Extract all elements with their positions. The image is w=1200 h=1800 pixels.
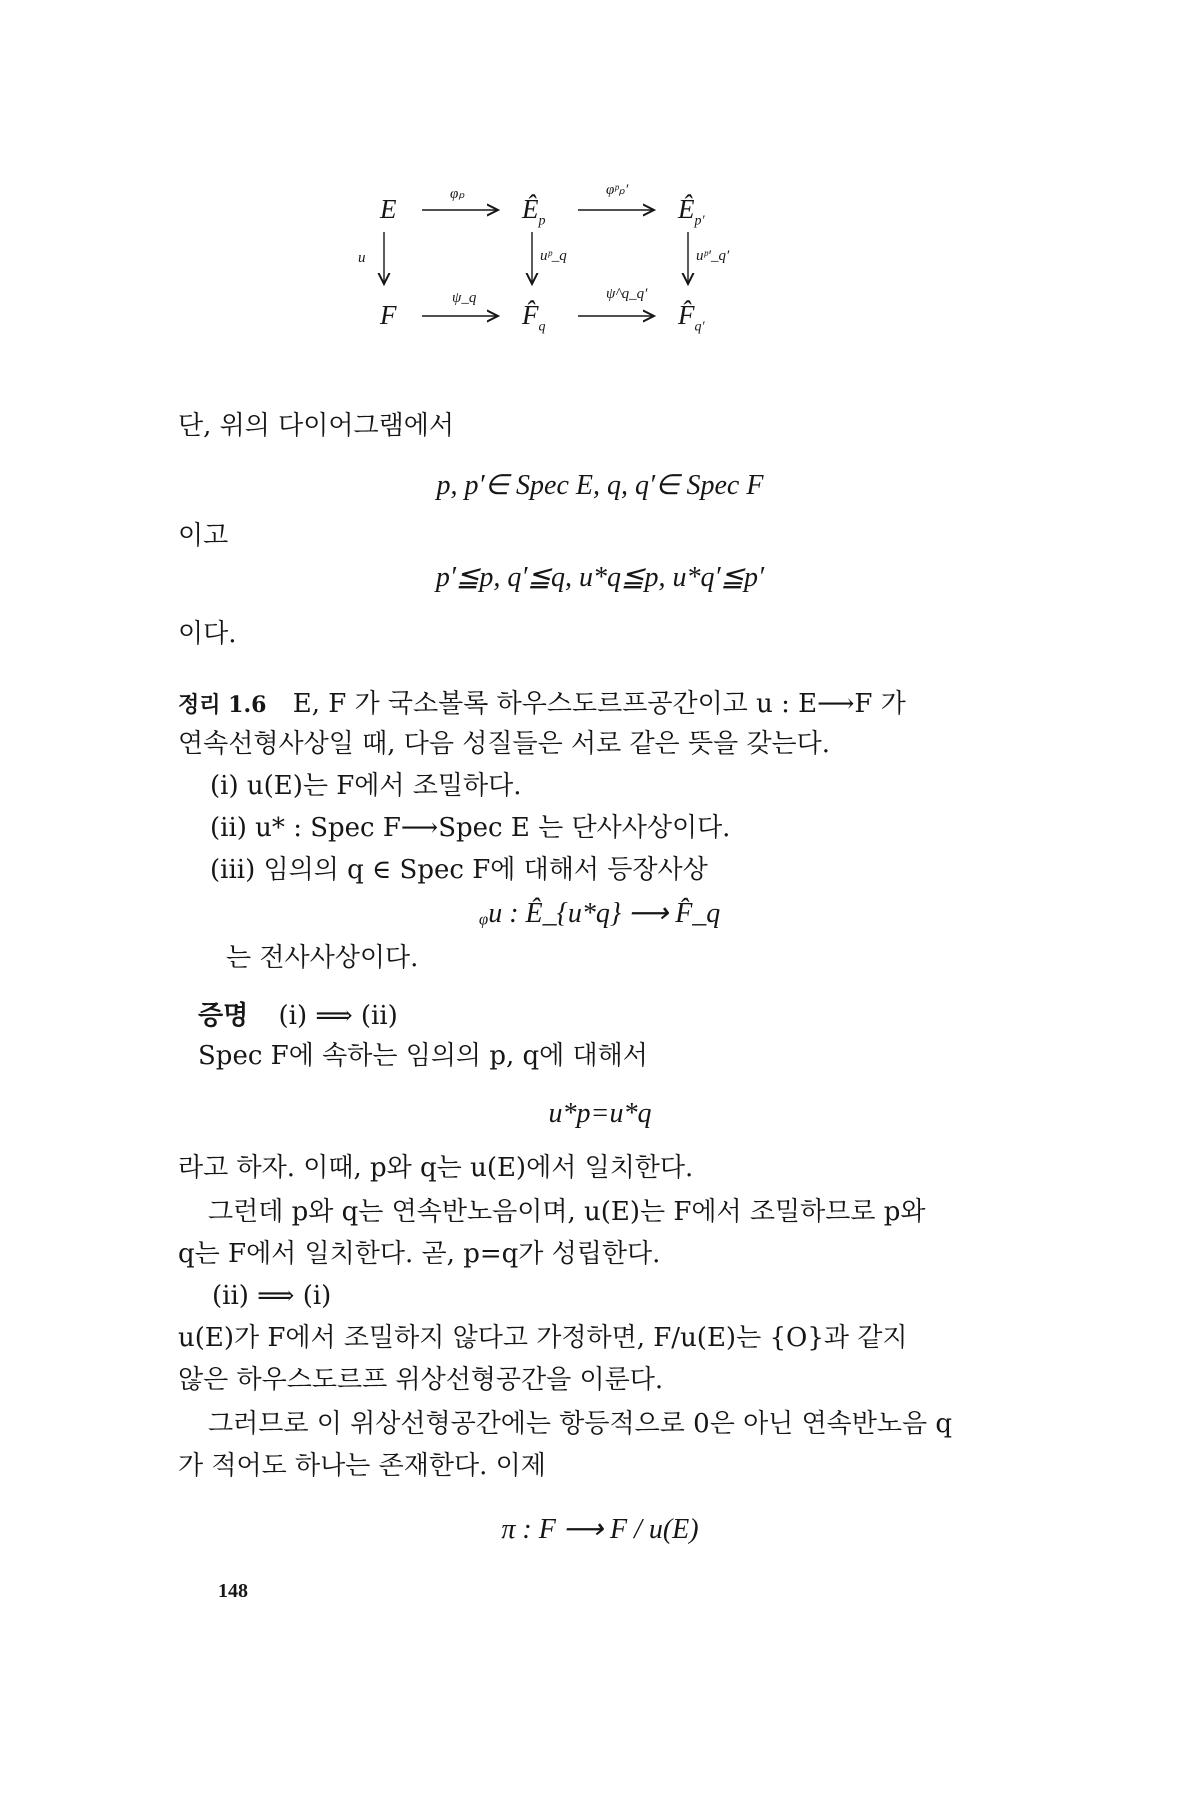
node-E-hat-p: $Ê_p$ bbox=[522, 194, 546, 229]
text-and: 이고 bbox=[178, 521, 229, 551]
page-number: 148 bbox=[218, 1580, 248, 1602]
proof-heading bbox=[198, 1000, 398, 1033]
node-F-hat-q: $F̂_q$ bbox=[522, 300, 546, 335]
item-iii: (iii) 임의의 q ∈ Spec F에 대해서 등장사상 bbox=[210, 855, 708, 885]
label-psi-qq: ψ^q_q′ bbox=[606, 286, 648, 302]
proof-case-2: (ii) ⟹ (i) bbox=[212, 1281, 332, 1311]
label-u: u bbox=[358, 250, 366, 266]
label-u-ppqq: uᵖ′_q′ bbox=[696, 248, 730, 264]
equation-quotient-map: π : F ⟶ F / u(E) bbox=[501, 1514, 699, 1545]
item-iii-end: 는 전사사상이다. bbox=[226, 943, 419, 973]
label-phi-p: φₚ bbox=[450, 186, 465, 202]
proof-paragraph-3b: q는 F에서 일치한다. 곧, p=q가 성립한다. bbox=[178, 1239, 661, 1269]
node-E-hat-pp: $Ê_{p'}$ bbox=[678, 194, 705, 229]
node-E: E bbox=[380, 194, 397, 224]
item-i: (i) u(E)는 F에서 조밀하다. bbox=[210, 771, 522, 801]
text-where: 단, 위의 다이어그램에서 bbox=[178, 411, 454, 441]
equation-inequalities: p′≦p, q′≦q, u*q≦p, u*q′≦p′ bbox=[435, 562, 765, 593]
theorem-line-2: 연속선형사상일 때, 다음 성질들은 서로 같은 뜻을 갖는다. bbox=[178, 729, 831, 759]
proof-paragraph-3a: 그런데 p와 q는 연속반노음이며, u(E)는 F에서 조밀하므로 p와 bbox=[208, 1197, 926, 1227]
node-F-hat-qq: $F̂_{q'}$ bbox=[678, 300, 705, 335]
equation-isometry: ᵩu : Ê_{u*q} ⟶ F̂_q bbox=[479, 898, 721, 929]
theorem-statement: E, F 가 국소볼록 하우스도르프공간이고 u : E⟶F 가 bbox=[292, 689, 906, 719]
proof-paragraph-5a: 그러므로 이 위상선형공간에는 항등적으로 0은 아닌 연속반노음 q bbox=[208, 1409, 953, 1439]
proof-paragraph-1: Spec F에 속하는 임의의 p, q에 대해서 bbox=[198, 1041, 648, 1071]
label-psi-q: ψ_q bbox=[452, 290, 477, 306]
proof-case-1: (i) ⟹ (ii) bbox=[278, 1001, 398, 1031]
text-is: 이다. bbox=[178, 619, 237, 649]
proof-paragraph-5b: 가 적어도 하나는 존재한다. 이제 bbox=[178, 1451, 546, 1481]
proof-paragraph-4b: 않은 하우스도르프 위상선형공간을 이룬다. bbox=[178, 1365, 664, 1395]
proof-paragraph-2: 라고 하자. 이때, p와 q는 u(E)에서 일치한다. bbox=[178, 1153, 694, 1183]
proof-paragraph-4a: u(E)가 F에서 조밀하지 않다고 가정하면, F/u(E)는 {O}과 같지 bbox=[178, 1323, 908, 1353]
proof-label: 증명 bbox=[198, 1001, 249, 1031]
commutative-diagram bbox=[358, 182, 830, 390]
item-ii: (ii) u* : Spec F⟶Spec E 는 단사사상이다. bbox=[210, 813, 731, 843]
label-phi-pp: φᵖₚ′ bbox=[606, 182, 629, 198]
equation-spec: p, p′∈ Spec E, q, q′∈ Spec F bbox=[436, 470, 764, 501]
equation-equal: u*p=u*q bbox=[548, 1098, 652, 1129]
label-u-pq: uᵖ_q bbox=[540, 248, 567, 264]
node-F: F bbox=[380, 300, 397, 330]
theorem-line-1 bbox=[178, 688, 906, 721]
theorem-label: 정리 1.6 bbox=[178, 692, 267, 718]
